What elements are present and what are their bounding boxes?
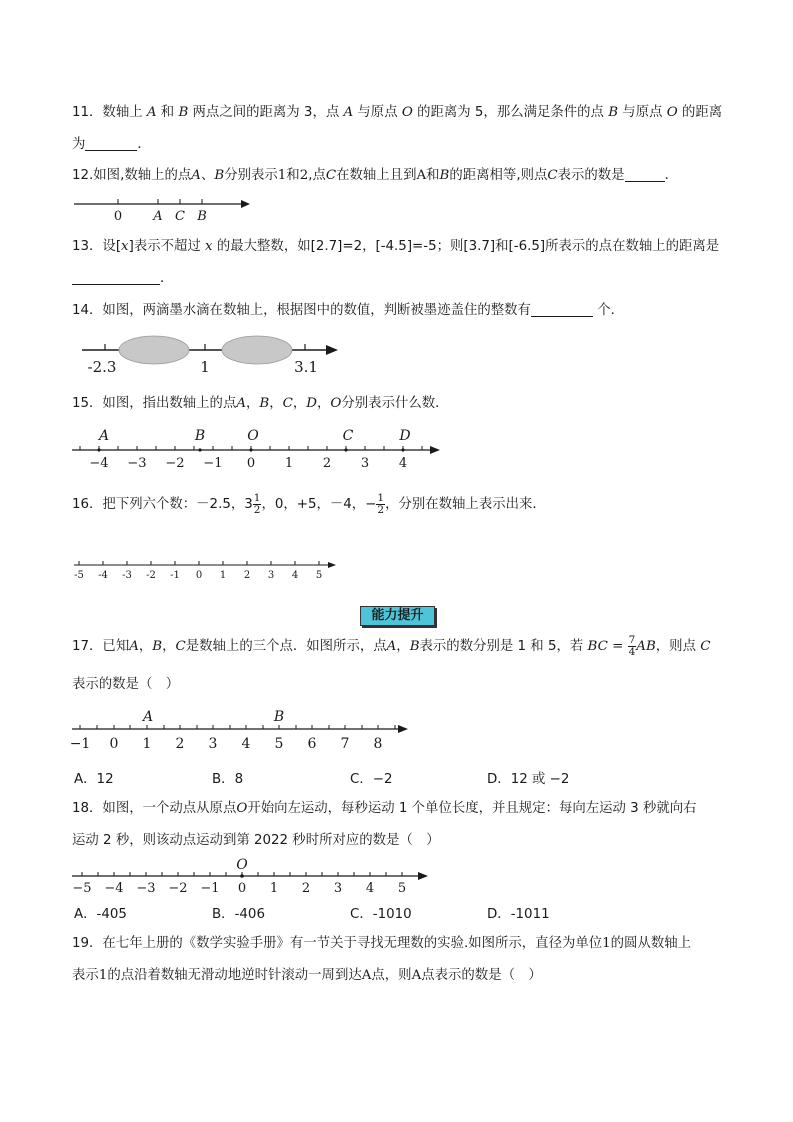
- q19-line2: 表示1的点沿着数轴无滑动地逆时针滚动一周到达A点，则A点表示的数是（ ）: [72, 968, 542, 983]
- q17-tick-2: 2: [175, 736, 185, 752]
- q17-tick-5: 5: [274, 736, 284, 752]
- q18-option-b[interactable]: B．-406: [212, 907, 265, 922]
- q16-tick-0: 0: [195, 570, 203, 581]
- q18-line2: 运动 2 秒，则该动点运动到第 2022 秒时所对应的数是（ ）: [72, 833, 440, 848]
- q16-tick-neg2: -2: [146, 570, 156, 581]
- q15-tick-0: 0: [246, 456, 256, 471]
- q17-tick-6: 6: [307, 736, 317, 752]
- q18-tick-neg3: −3: [136, 881, 156, 896]
- q12-label-a: A: [153, 209, 163, 224]
- q17-option-b[interactable]: B．8: [212, 772, 244, 787]
- q12-label-0: 0: [113, 209, 123, 224]
- q18-tick-neg1: −1: [200, 881, 220, 896]
- q14-answer-blank[interactable]: [531, 302, 593, 317]
- q18-option-d[interactable]: D．-1011: [487, 907, 550, 922]
- q14-label-3-1: 3.1: [294, 358, 318, 376]
- q14-line1: 14．如图，两滴墨水滴在数轴上，根据图中的数值，判断被墨迹盖住的整数有 个．: [72, 303, 624, 318]
- q15-tick-neg4: −4: [89, 456, 109, 471]
- q18-tick-5: 5: [397, 881, 407, 896]
- q16-tick-5: 5: [315, 570, 323, 581]
- q17-option-c[interactable]: C．−2: [350, 772, 393, 787]
- q15-point-o: O: [247, 428, 259, 444]
- q15-number-line: [70, 424, 450, 472]
- q17-tick-8: 8: [373, 736, 383, 752]
- q17-tick-1: 1: [142, 736, 152, 752]
- q13-line2: ．: [72, 270, 173, 288]
- q12-label-b: B: [197, 209, 207, 224]
- q17-option-d[interactable]: D．12 或 −2: [487, 772, 570, 787]
- q18-tick-3: 3: [333, 881, 343, 896]
- q17-option-a[interactable]: A．12: [74, 772, 114, 787]
- q18-option-c[interactable]: C．-1010: [350, 907, 412, 922]
- q17-tick-7: 7: [340, 736, 350, 752]
- q15-point-c: C: [342, 428, 354, 444]
- q18-tick-0: 0: [237, 881, 247, 896]
- q18-number-line: [70, 856, 435, 898]
- q13-line1: 13．设[x]表示不超过 x 的最大整数，如[2.7]=2，[-4.5]=-5；则[3.7]和[-6.5]所表示的点在数轴上的距离是: [72, 239, 720, 254]
- q17-point-a: A: [142, 709, 154, 725]
- q16-tick-4: 4: [291, 570, 299, 581]
- q11-line1: 11．数轴上 A 和 B 两点之间的距离为 3，点 A 与原点 O 的距离为 5，那么满足条件的点 B 与原点 O 的距离: [72, 105, 723, 120]
- q15-tick-4: 4: [398, 456, 408, 471]
- q17-number-line: [70, 706, 415, 754]
- q17-point-b: B: [273, 709, 285, 725]
- q18-point-o: O: [236, 857, 248, 873]
- q18-tick-neg2: −2: [168, 881, 188, 896]
- q16-tick-neg1: -1: [170, 570, 180, 581]
- q16-tick-2: 2: [243, 570, 251, 581]
- q15-tick-neg3: −3: [127, 456, 147, 471]
- q18-tick-neg4: −4: [104, 881, 124, 896]
- q14-label-1: 1: [200, 358, 210, 376]
- ink-blot-right: [222, 336, 292, 364]
- q16-tick-neg4: -4: [98, 570, 108, 581]
- q18-tick-neg5: −5: [72, 881, 92, 896]
- q15-tick-2: 2: [322, 456, 332, 471]
- q11-line2: 为 ．: [72, 137, 151, 152]
- q12-answer-blank[interactable]: [625, 167, 665, 182]
- q12-line1: 12.如图,数轴上的点A、B分别表示1和2,点C在数轴上且到A和B的距离相等,则点C表示的数是 ．: [72, 168, 678, 183]
- q16-tick-3: 3: [267, 570, 275, 581]
- q15-line1: 15．如图，指出数轴上的点A，B，C，D，O分别表示什么数．: [72, 396, 449, 411]
- q11-answer-blank[interactable]: [85, 136, 137, 151]
- q18-tick-2: 2: [301, 881, 311, 896]
- q14-label-neg2-3: -2.3: [87, 358, 117, 376]
- q15-point-a: A: [98, 428, 110, 444]
- q12-label-c: C: [175, 209, 185, 224]
- q14-number-line: [80, 334, 350, 379]
- q15-tick-1: 1: [284, 456, 294, 471]
- ink-blot-left: [119, 336, 189, 364]
- q16-tick-1: 1: [219, 570, 227, 581]
- q16-line1: 16．把下列六个数：－2.5，3 $\frac{1}{2}$ ，0，+5，－4，− $\frac{1}{2}$ ，分别在数轴上表示出来．: [72, 491, 546, 516]
- q12-number-line: [72, 190, 262, 225]
- q17-tick-4: 4: [241, 736, 251, 752]
- q15-tick-3: 3: [360, 456, 370, 471]
- q15-point-b: B: [194, 428, 206, 444]
- q17-tick-neg1: −1: [69, 736, 91, 752]
- q19-line1: 19．在七年上册的《数学实验手册》有一节关于寻找无理数的实验.如图所示，直径为单位1的圆从数轴上: [72, 936, 692, 951]
- q17-tick-0: 0: [109, 736, 119, 752]
- q15-point-d: D: [399, 428, 411, 444]
- q13-answer-blank[interactable]: [72, 270, 160, 285]
- q16-tick-neg3: -3: [122, 570, 132, 581]
- q16-tick-neg5: -5: [74, 570, 84, 581]
- q17-line2: 表示的数是（ ）: [72, 677, 180, 692]
- q18-tick-4: 4: [365, 881, 375, 896]
- q18-tick-1: 1: [269, 881, 279, 896]
- q17-line1: 17．已知A，B，C是数轴上的三个点．如图所示，点A，B表示的数分别是 1 和 5，若 BC = $\frac{7}{4}$ AB，则点 C: [72, 633, 711, 658]
- q17-tick-3: 3: [208, 736, 218, 752]
- q15-tick-neg1: −1: [203, 456, 223, 471]
- q18-line1: 18．如图，一个动点从原点O开始向左运动，每秒运动 1 个单位长度，并且规定：每向左运动 3 秒就向右: [72, 801, 697, 816]
- q16-number-line: [72, 557, 347, 585]
- section-title-ability: 能力提升: [360, 606, 435, 626]
- q15-tick-neg2: −2: [165, 456, 185, 471]
- q18-option-a[interactable]: A．-405: [74, 907, 127, 922]
